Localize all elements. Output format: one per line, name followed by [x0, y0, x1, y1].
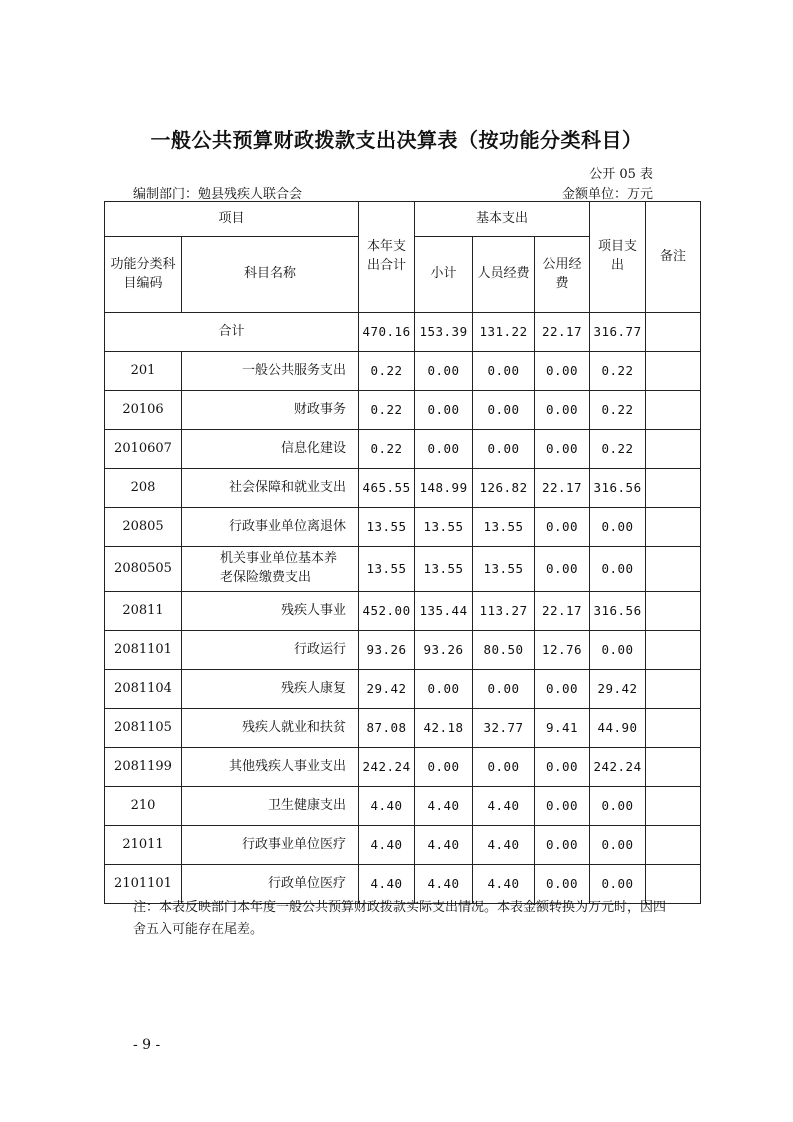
department-label: 编制部门：勉县残疾人联合会: [133, 187, 303, 202]
cell-personnel: 0.00: [473, 748, 535, 787]
cell-project-exp: 0.22: [590, 430, 646, 469]
cell-subtotal: 42.18: [415, 709, 473, 748]
cell-project-exp: 242.24: [590, 748, 646, 787]
cell-remark: [646, 508, 701, 547]
cell-personnel: 126.82: [473, 469, 535, 508]
cell-name: 信息化建设: [182, 430, 359, 469]
cell-personnel: 0.00: [473, 430, 535, 469]
footnote: 注：本表反映部门本年度一般公共预算财政拨款实际支出情况。本表金额转换为万元时，因四舍五入可能存在尾差。: [133, 900, 667, 937]
table-row: [105, 748, 701, 787]
cell-name: 行政事业单位离退休: [182, 508, 359, 547]
cell-public-use: 22.17: [535, 592, 590, 631]
total-remark: [646, 313, 701, 352]
amount-unit-label: 金额单位：万元: [561, 187, 653, 202]
cell-annual-total: 4.40: [359, 826, 415, 865]
cell-personnel: 0.00: [473, 670, 535, 709]
cell-subtotal: 0.00: [415, 670, 473, 709]
cell-annual-total: 0.22: [359, 352, 415, 391]
header-func-code: 功能分类科目编码: [105, 237, 182, 313]
cell-personnel: 0.00: [473, 352, 535, 391]
header-subject-name: 科目名称: [182, 237, 359, 313]
cell-annual-total: 465.55: [359, 469, 415, 508]
cell-code: 20811: [105, 592, 182, 631]
cell-project-exp: 0.22: [590, 391, 646, 430]
cell-project-exp: 316.56: [590, 469, 646, 508]
cell-personnel: 4.40: [473, 865, 535, 904]
cell-annual-total: 0.22: [359, 430, 415, 469]
cell-name: 残疾人事业: [182, 592, 359, 631]
cell-project-exp: 0.00: [590, 547, 646, 592]
table-row: [105, 826, 701, 865]
cell-code: 2081104: [105, 670, 182, 709]
cell-personnel: 13.55: [473, 547, 535, 592]
expenditure-table: [104, 201, 701, 904]
cell-annual-total: 4.40: [359, 787, 415, 826]
cell-public-use: 0.00: [535, 352, 590, 391]
cell-project-exp: 316.56: [590, 592, 646, 631]
cell-public-use: 0.00: [535, 748, 590, 787]
cell-subtotal: 13.55: [415, 547, 473, 592]
cell-code: 2080505: [105, 547, 182, 592]
header-annual-total: 本年支出合计: [359, 202, 415, 313]
cell-remark: [646, 787, 701, 826]
cell-project-exp: 0.00: [590, 826, 646, 865]
cell-public-use: 0.00: [535, 670, 590, 709]
cell-code: 2081105: [105, 709, 182, 748]
cell-name: 社会保障和就业支出: [182, 469, 359, 508]
cell-subtotal: 0.00: [415, 391, 473, 430]
cell-subtotal: 13.55: [415, 508, 473, 547]
cell-public-use: 0.00: [535, 865, 590, 904]
cell-remark: [646, 352, 701, 391]
cell-public-use: 0.00: [535, 547, 590, 592]
header-personnel: 人员经费: [473, 237, 535, 313]
cell-remark: [646, 826, 701, 865]
cell-remark: [646, 430, 701, 469]
cell-name: 其他残疾人事业支出: [182, 748, 359, 787]
table-row: [105, 631, 701, 670]
header-project-expenditure: 项目支出: [590, 202, 646, 313]
cell-code: 208: [105, 469, 182, 508]
cell-subtotal: 0.00: [415, 748, 473, 787]
cell-subtotal: 4.40: [415, 787, 473, 826]
table-row: [105, 469, 701, 508]
cell-annual-total: 0.22: [359, 391, 415, 430]
header-project: 项目: [105, 202, 359, 237]
table-row: [105, 430, 701, 469]
cell-remark: [646, 748, 701, 787]
cell-public-use: 0.00: [535, 430, 590, 469]
cell-public-use: 0.00: [535, 787, 590, 826]
cell-project-exp: 0.00: [590, 787, 646, 826]
cell-code: 2010607: [105, 430, 182, 469]
cell-subtotal: 93.26: [415, 631, 473, 670]
cell-personnel: 4.40: [473, 826, 535, 865]
header-subtotal: 小计: [415, 237, 473, 313]
total-row: [105, 313, 701, 352]
table-row: [105, 352, 701, 391]
cell-public-use: 22.17: [535, 469, 590, 508]
page-number: - 9 -: [133, 1037, 161, 1053]
cell-name: 残疾人康复: [182, 670, 359, 709]
cell-name: 残疾人就业和扶贫: [182, 709, 359, 748]
cell-code: 2081101: [105, 631, 182, 670]
cell-subtotal: 148.99: [415, 469, 473, 508]
cell-annual-total: 13.55: [359, 508, 415, 547]
table-row: [105, 547, 701, 592]
table-row: [105, 508, 701, 547]
cell-public-use: 0.00: [535, 508, 590, 547]
cell-remark: [646, 709, 701, 748]
cell-annual-total: 93.26: [359, 631, 415, 670]
cell-name: 行政事业单位医疗: [182, 826, 359, 865]
table-row: [105, 592, 701, 631]
total-personnel: 131.22: [473, 313, 535, 352]
cell-personnel: 80.50: [473, 631, 535, 670]
cell-annual-total: 4.40: [359, 865, 415, 904]
header-public-use: 公用经费: [535, 237, 590, 313]
cell-public-use: 0.00: [535, 391, 590, 430]
cell-annual-total: 13.55: [359, 547, 415, 592]
cell-code: 2101101: [105, 865, 182, 904]
cell-subtotal: 0.00: [415, 430, 473, 469]
cell-remark: [646, 469, 701, 508]
total-subtotal: 153.39: [415, 313, 473, 352]
cell-project-exp: 44.90: [590, 709, 646, 748]
cell-remark: [646, 592, 701, 631]
cell-annual-total: 87.08: [359, 709, 415, 748]
table-row: [105, 709, 701, 748]
cell-public-use: 9.41: [535, 709, 590, 748]
cell-annual-total: 242.24: [359, 748, 415, 787]
cell-name: 卫生健康支出: [182, 787, 359, 826]
cell-code: 201: [105, 352, 182, 391]
header-remark: 备注: [646, 202, 701, 313]
cell-code: 20106: [105, 391, 182, 430]
total-annual: 470.16: [359, 313, 415, 352]
cell-personnel: 13.55: [473, 508, 535, 547]
table-row: [105, 670, 701, 709]
cell-name: 一般公共服务支出: [182, 352, 359, 391]
table-row: [105, 391, 701, 430]
cell-code: 21011: [105, 826, 182, 865]
cell-subtotal: 0.00: [415, 352, 473, 391]
header-row-1: [105, 202, 701, 237]
cell-remark: [646, 391, 701, 430]
cell-subtotal: 135.44: [415, 592, 473, 631]
total-public-use: 22.17: [535, 313, 590, 352]
total-project: 316.77: [590, 313, 646, 352]
cell-project-exp: 29.42: [590, 670, 646, 709]
cell-remark: [646, 670, 701, 709]
form-number: 公开 05 表: [589, 167, 653, 182]
cell-project-exp: 0.22: [590, 352, 646, 391]
cell-remark: [646, 547, 701, 592]
cell-annual-total: 452.00: [359, 592, 415, 631]
table-row: [105, 787, 701, 826]
cell-code: 210: [105, 787, 182, 826]
page-title: 一般公共预算财政拨款支出决算表（按功能分类科目）: [150, 128, 643, 152]
cell-name: 行政运行: [182, 631, 359, 670]
cell-name: 行政单位医疗: [182, 865, 359, 904]
cell-subtotal: 4.40: [415, 826, 473, 865]
cell-personnel: 113.27: [473, 592, 535, 631]
cell-personnel: 32.77: [473, 709, 535, 748]
cell-personnel: 0.00: [473, 391, 535, 430]
cell-annual-total: 29.42: [359, 670, 415, 709]
cell-personnel: 4.40: [473, 787, 535, 826]
cell-project-exp: 0.00: [590, 508, 646, 547]
cell-subtotal: 4.40: [415, 865, 473, 904]
cell-name: 财政事务: [182, 391, 359, 430]
total-label: 合计: [105, 313, 359, 352]
cell-name: 机关事业单位基本养老保险缴费支出: [182, 547, 359, 592]
cell-code: 20805: [105, 508, 182, 547]
cell-project-exp: 0.00: [590, 865, 646, 904]
header-basic: 基本支出: [415, 202, 590, 237]
cell-public-use: 12.76: [535, 631, 590, 670]
cell-public-use: 0.00: [535, 826, 590, 865]
cell-remark: [646, 631, 701, 670]
cell-code: 2081199: [105, 748, 182, 787]
cell-project-exp: 0.00: [590, 631, 646, 670]
